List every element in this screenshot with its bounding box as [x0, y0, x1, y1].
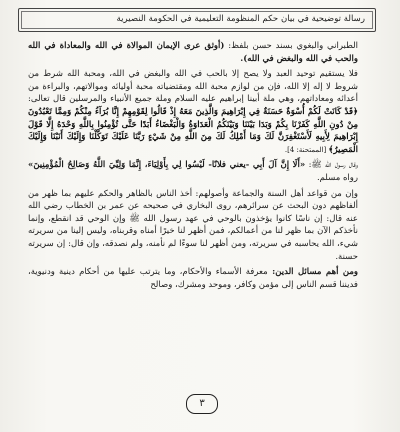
body-text [28, 40, 358, 294]
header-title: رسالة توضيحية في بيان حكم المنظومة التعليمية في الحكومة النصيرية [116, 14, 365, 24]
paragraph-3 [28, 159, 358, 184]
paragraph-5-rest: معرفة الأسماء والأحكام، وما يترتب عليها من أحكام دينية ودنيوية، فديننا قسم الناس إلى مؤمن وكافر، وموحد ومشرك، وصالح [28, 267, 358, 290]
paragraph-5-lead: ومن أهم مسائل الدين: [267, 267, 358, 278]
verse-reference: [الممتحنة: 4]. [284, 145, 329, 154]
paragraph-3-rest: رواه مسلم. [316, 172, 358, 183]
paragraph-5 [28, 266, 358, 291]
running-header [18, 8, 376, 32]
paragraph-2 [28, 68, 358, 156]
paragraph-4-lead: وإن من قواعد أهل السنة والجماعة وأصولهم: أخذ الناس بالظاهر والحكم عليهم بما ظهر من ألفاظهم دون البحث عن سرائرهم، روى البخاري في صحيحه عن عمر بن الخطاب رضي الله عنه قال: إن ناسًا كانوا يؤخذون بالوحي في عهد رسول الله ﷺ وإن الوحي قد انقطع، وإنما نأخذكم الآن بما ظهر لنا من أعمالكم، فمن أظهر لنا خيرًا أمناه وقربناه، وليس إلينا من سريرته شيء، الله يحاسبه في سريرته، ومن أظهر لنا سوءًا لم نأمنه، ولم نصدقه، وإن قال: إن سريرته حسنة. [28, 188, 358, 262]
paragraph-2-lead: فلا يستقيم توحيد العبد ولا يصح إلا بالحب في الله والبغض في الله، ومحبة الله شرط من شروط لا إله إلا الله، فإن من لوازم محبة الله ومقتضياته محبة أوليائه وموالاتهم، والبراءة من أعدائه ومعاداتهم، وهي ملة أبينا إبراهيم عليه السلام وملة جميع الأنبياء والمرسلين قال تعالى: [28, 69, 358, 105]
quran-verse: ﴿قَدْ كَانَتْ لَكُمْ أُسْوَةٌ حَسَنَةٌ فِي إِبْرَاهِيمَ وَالَّذِينَ مَعَهُ إِذْ قَالُوا لِقَوْمِهِمْ إِنَّا بُرَآءُ مِنْكُمْ وَمِمَّا تَعْبُدُونَ مِنْ دُونِ اللَّهِ كَفَرْنَا بِكُمْ وَبَدَا بَيْنَنَا وَبَيْنَكُمُ الْعَدَاوَةُ وَالْبَغْضَاءُ أَبَدًا حَتَّى تُؤْمِنُوا بِاللَّهِ وَحْدَهُ إِلَّا قَوْلَ إِبْرَاهِيمَ لِأَبِيهِ لَأَسْتَغْفِرَنَّ لَكَ وَمَا أَمْلِكُ لَكَ مِنَ اللَّهِ مِنْ شَيْءٍ رَبَّنَا عَلَيْكَ تَوَكَّلْنَا وَإِلَيْكَ أَنَبْنَا وَإِلَيْكَ الْمَصِيرُ﴾ [28, 106, 358, 155]
paragraph-1-lead: الطبراني والبغوي بسند حسن بلفظ: [224, 41, 358, 51]
paragraph-3-lead: وقال رسول الله ﷺ: [305, 160, 358, 171]
paragraph-1-hadith: (أوثق عرى الإيمان الموالاة في الله والمعاداة في الله والحب في الله والبغض في الله). [28, 41, 358, 64]
paragraph-3-hadith: «أَلَا إِنَّ آلَ أَبِي -يعني فلانًا- لَيْسُوا لِي بِأَوْلِيَاءَ، إِنَّمَا وَلِيِّيَ اللَّهُ وَصَالِحُ الْمُؤْمِنِينَ» [28, 160, 306, 171]
paragraph-1 [28, 40, 358, 65]
page-number: ٣ [186, 394, 218, 414]
paragraph-4 [28, 188, 358, 264]
